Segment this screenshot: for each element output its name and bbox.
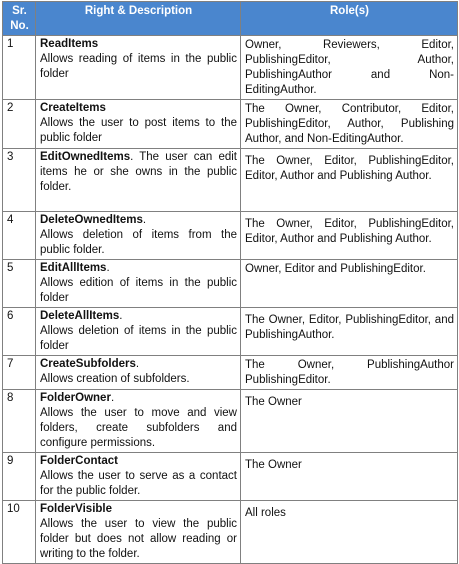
right-cell [36,308,241,356]
table-row [3,501,458,564]
roles-cell [241,308,458,356]
right-suffix: . [135,358,140,370]
roles-text: The Owner, Contributor, Editor, PublishingEditor, Author, Publishing Author, and Non-EditingAuthor. [245,103,454,145]
table-row [3,453,458,501]
header-srno: Sr. No. [3,2,36,36]
right-cell [36,212,241,260]
header-roles: Role(s) [241,2,458,36]
permissions-table [2,1,458,564]
roles-cell [241,453,458,501]
roles-cell [241,356,458,390]
roles-cell [241,212,458,260]
right-suffix: . [142,214,147,226]
right-suffix: . [110,392,115,404]
table-row [3,100,458,149]
roles-text: All roles [245,507,286,519]
row-number: 3 [3,149,36,212]
roles-text: Owner, Editor and PublishingEditor. [245,263,426,275]
right-cell [36,501,241,564]
right-description: Allows the user to serve as a contact for the public folder. [40,470,237,497]
right-suffix: . [106,262,110,274]
right-cell [36,453,241,501]
right-description: Allows the user to view the public folder but does not allow reading or writing to the folder. [40,518,237,560]
table-row [3,356,458,390]
roles-text: The Owner [245,459,302,471]
roles-text: The Owner [245,396,302,408]
roles-cell [241,36,458,100]
row-number: 1 [3,36,36,100]
table-row [3,149,458,212]
roles-cell [241,100,458,149]
table-row [3,390,458,453]
roles-text: The Owner, Editor, PublishingEditor, and PublishingAuthor. [245,314,454,341]
row-number: 4 [3,212,36,260]
row-number: 7 [3,356,36,390]
row-number: 10 [3,501,36,564]
header-row [3,2,458,36]
right-description: Allows the user to move and view folders, create subfolders and configure permissions. [40,407,237,449]
right-cell [36,149,241,212]
table-row [3,36,458,100]
row-number: 5 [3,260,36,308]
row-number: 6 [3,308,36,356]
roles-cell [241,501,458,564]
right-cell [36,100,241,149]
right-name: EditAllItems [40,262,107,274]
right-name: DeleteOwnedItems [40,214,143,226]
right-cell [36,36,241,100]
right-name: CreateItems [40,102,106,114]
right-cell [36,260,241,308]
right-description: Allows edition of items in the public folder [40,277,237,304]
header-right-description: Right & Description [36,2,241,36]
right-name: CreateSubfolders [40,358,136,370]
right-suffix: . [119,310,123,322]
right-name: FolderVisible [40,503,113,515]
roles-text: Owner, Reviewers, Editor, PublishingEditor, Author, PublishingAuthor and Non-EditingAuthor. [245,39,454,96]
roles-text: The Owner, PublishingAuthor PublishingEditor. [245,359,454,386]
right-name: FolderContact [40,455,118,467]
right-cell [36,390,241,453]
right-description: Allows the user to post items to the public folder [40,117,237,144]
right-description: Allows reading of items in the public folder [40,53,237,80]
table-row [3,212,458,260]
table-row [3,260,458,308]
roles-cell [241,149,458,212]
roles-text: The Owner, Editor, PublishingEditor, Editor, Author and Publishing Author. [245,218,454,245]
table-row [3,308,458,356]
right-name: FolderOwner [40,392,111,404]
row-number: 2 [3,100,36,149]
right-name: EditOwnedItems [40,151,131,163]
right-suffix: . The user can edit items he or she owns in the public folder. [40,151,237,193]
right-name: ReadItems [40,38,99,50]
roles-cell [241,390,458,453]
right-description: Allows deletion of items from the public folder. [40,229,237,256]
right-cell [36,356,241,390]
right-description: Allows creation of subfolders. [40,373,190,385]
row-number: 8 [3,390,36,453]
right-name: DeleteAllItems [40,310,120,322]
right-description: Allows deletion of items in the public folder [40,325,237,352]
row-number: 9 [3,453,36,501]
roles-cell [241,260,458,308]
roles-text: The Owner, Editor, PublishingEditor, Editor, Author and Publishing Author. [245,155,454,182]
